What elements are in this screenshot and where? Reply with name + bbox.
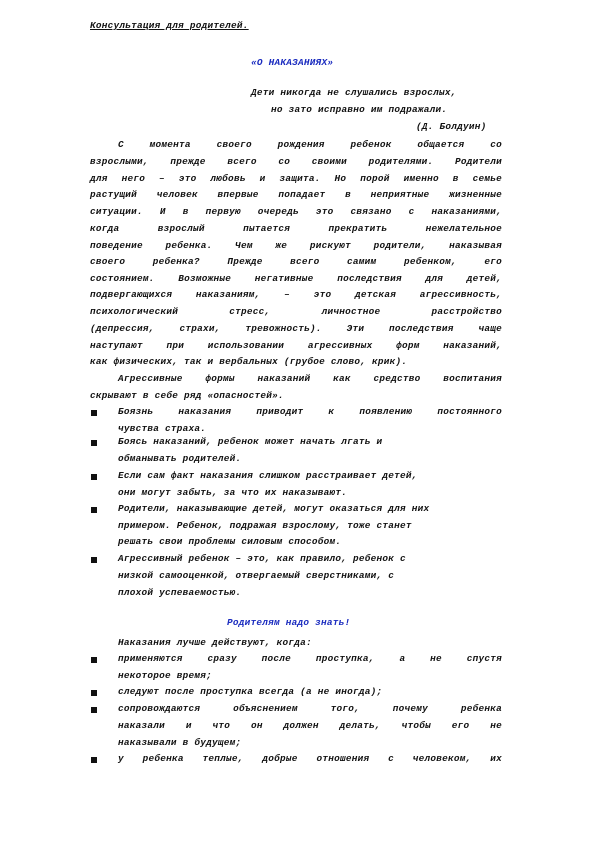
paragraph-line: ситуации. И в первую очередь это связано с наказаниями, — [90, 206, 502, 217]
bullet-line: наказывали в будущем; — [118, 737, 242, 748]
epigraph-author: (Д. Болдуин) — [416, 121, 487, 132]
bullet-line: у ребенка теплые, добрые отношения с человеком, их — [118, 753, 502, 764]
bullet-line: применяются сразу после проступка, а не спустя — [118, 653, 502, 664]
paragraph-line: своего ребенка? Прежде всего самим ребенком, его — [90, 256, 502, 267]
bullet-line: Агрессивный ребенок – это, как правило, ребенок с — [118, 553, 406, 564]
bullet-line: чувства страха. — [118, 423, 207, 434]
bullet-line: обманывать родителей. — [118, 453, 242, 464]
bullet-marker — [91, 690, 97, 696]
paragraph-line: когда взрослый пытается прекратить нежелательное — [90, 223, 502, 234]
article-heading: «О НАКАЗАНИЯХ» — [251, 57, 334, 68]
bullet-marker — [91, 707, 97, 713]
paragraph-line: для него – это любовь и защита. Но порой именно в семье — [90, 173, 502, 184]
paragraph-line: поведение ребенка. Чем же рискуют родители, наказывая — [90, 240, 502, 251]
epigraph-line: Дети никогда не слушались взрослых, — [251, 87, 457, 98]
paragraph-line: подвергающихся наказаниям, – это детская агрессивность, — [90, 289, 502, 300]
bullet-line: они могут забыть, за что их наказывают. — [118, 487, 348, 498]
epigraph-line: но зато исправно им подражали. — [271, 104, 448, 115]
bullet-line: примером. Ребенок, подражая взрослому, тоже станет — [118, 520, 412, 531]
bullet-marker — [91, 410, 97, 416]
bullet-line: сопровождаются объяснением того, почему ребенка — [118, 703, 502, 714]
bullet-line: наказали и что он должен делать, чтобы его не — [118, 720, 502, 731]
paragraph-line: психологический стресс, личностное расстройство — [90, 306, 502, 317]
paragraph-line: состоянием. Возможные негативные последствия для детей, — [90, 273, 502, 284]
bullet-line: решать свои проблемы силовым способом. — [118, 536, 342, 547]
bullet-line: Боясь наказаний, ребенок может начать лгать и — [118, 436, 383, 447]
bullet-marker — [91, 757, 97, 763]
bullet-marker — [91, 474, 97, 480]
paragraph-line: (депрессия, страхи, тревожность). Эти последствия чаще — [90, 323, 502, 334]
bullet-line: Родители, наказывающие детей, могут оказаться для них — [118, 503, 430, 514]
bullet-line: следуют после проступка всегда (а не иногда); — [118, 686, 383, 697]
bullet-line: Боязнь наказания приводит к появлению постоянного — [118, 406, 502, 417]
intro-line: Наказания лучше действуют, когда: — [118, 637, 312, 648]
bullet-line: низкой самооценкой, отвергаемый сверстниками, с — [118, 570, 395, 581]
paragraph-line: Агрессивные формы наказаний как средство воспитания — [118, 373, 502, 384]
paragraph-line: наступают при использовании агрессивных форм наказаний, — [90, 340, 502, 351]
bullet-marker — [91, 507, 97, 513]
bullet-marker — [91, 557, 97, 563]
paragraph-line: С момента своего рождения ребенок общается со — [118, 139, 502, 150]
bullet-line: плохой успеваемостью. — [118, 587, 242, 598]
page-header-title: Консультация для родителей. — [90, 20, 249, 31]
bullet-marker — [91, 440, 97, 446]
paragraph-line: взрослыми, прежде всего со своими родителями. Родители — [90, 156, 502, 167]
bullet-line: некоторое время; — [118, 670, 213, 681]
subheading: Родителям надо знать! — [227, 617, 351, 628]
paragraph-line: как физических, так и вербальных (грубое слово, крик). — [90, 356, 408, 367]
paragraph-line: скрывают в себе ряд «опасностей». — [90, 390, 284, 401]
bullet-marker — [91, 657, 97, 663]
bullet-line: Если сам факт наказания слишком расстраивает детей, — [118, 470, 418, 481]
paragraph-line: растущий человек впервые попадает в неприятные жизненные — [90, 189, 502, 200]
